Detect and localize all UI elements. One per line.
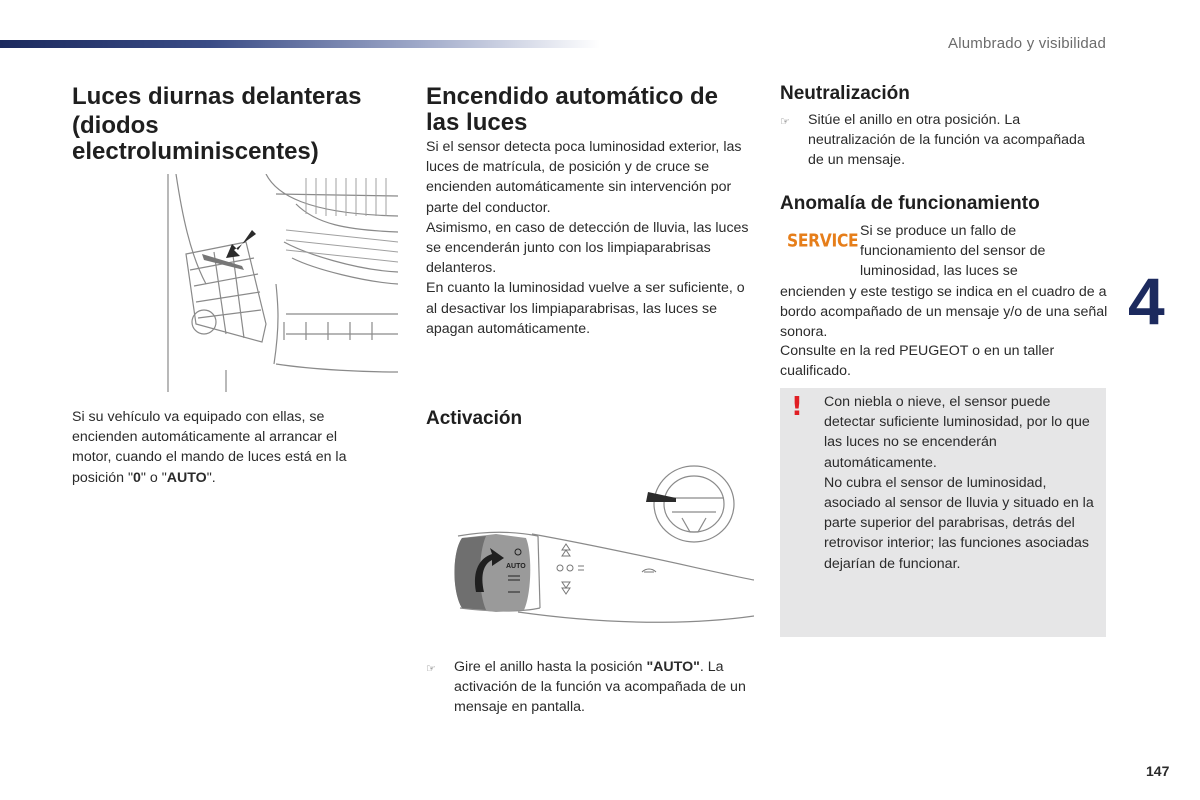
section-header: Alumbrado y visibilidad	[947, 35, 1106, 52]
section-subtitle-leds: (diodos electroluminiscentes)	[72, 112, 319, 165]
pointing-finger-icon: ☞	[426, 663, 436, 675]
front-bumper-daytime-lights-illustration	[166, 174, 398, 392]
chapter-number: 4	[1128, 264, 1165, 338]
activation-instruction: ☞ Gire el anillo hasta la posición "AUTO". La activación de la función va acompañada de un mensaje en pantalla.	[426, 657, 756, 718]
activation-title: Activación	[426, 408, 523, 429]
service-warning-icon: SERVICE	[787, 230, 859, 252]
pointing-finger-icon: ☞	[780, 116, 790, 128]
section-title-auto-lights: Encendido automático de las luces	[426, 83, 719, 136]
neutralization-instruction: ☞ Sitúe el anillo en otra posición. La neutralización de la función va acompañada de un mensaje.	[780, 110, 1090, 171]
neutralization-title: Neutralización	[780, 83, 910, 104]
stalk-auto-label: AUTO	[506, 563, 526, 570]
daytime-lights-description: Si su vehículo va equipado con ellas, se encienden automáticamente al arrancar el motor, cuando el mando de luces está en la posición "0" o "AUTO".	[72, 409, 347, 486]
section-title-daytime-lights: Luces diurnas delanteras	[72, 83, 362, 110]
anomaly-title: Anomalía de funcionamiento	[780, 193, 1040, 214]
auto-lights-description: Si el sensor detecta poca luminosidad exterior, las luces de matrícula, de posición y de cruce se encienden automáticamente sin intervención por parte del conductor. Asimismo, en caso de detección de lluvia, las luces se encenderán junto con los limpiaparabrisas delanteros. En cuanto la luminosidad vuelve a ser suficiente, o al desactivar los limpiaparabrisas, las luces se apagan automáticamente.	[426, 139, 749, 337]
anomaly-text-part-a: Si se produce un fallo de funcionamiento del sensor de luminosidad, las luces se	[860, 223, 1046, 280]
page-number: 147	[1146, 763, 1170, 779]
header-gradient-bar	[0, 40, 600, 48]
exclamation-warning-icon: !	[791, 392, 803, 422]
anomaly-text-part-c: Consulte en la red PEUGEOT o en un taller cualificado.	[780, 343, 1055, 380]
anomaly-text-part-b: encienden y este testigo se indica en el cuadro de a bordo acompañado de un mensaje y/o de una señal sonora.	[780, 284, 1108, 341]
warning-note-text: Con niebla o nieve, el sensor puede detectar suficiente luminosidad, por lo que las luces no se encenderán automáticamente. No cubra el sensor de luminosidad, asociado al sensor de lluvia y situado en la parte superior del parabrisas, detrás del retrovisor interior; las funciones asociadas dejarían de funcionar.	[824, 394, 1094, 572]
lighting-stalk-illustration	[432, 462, 754, 634]
